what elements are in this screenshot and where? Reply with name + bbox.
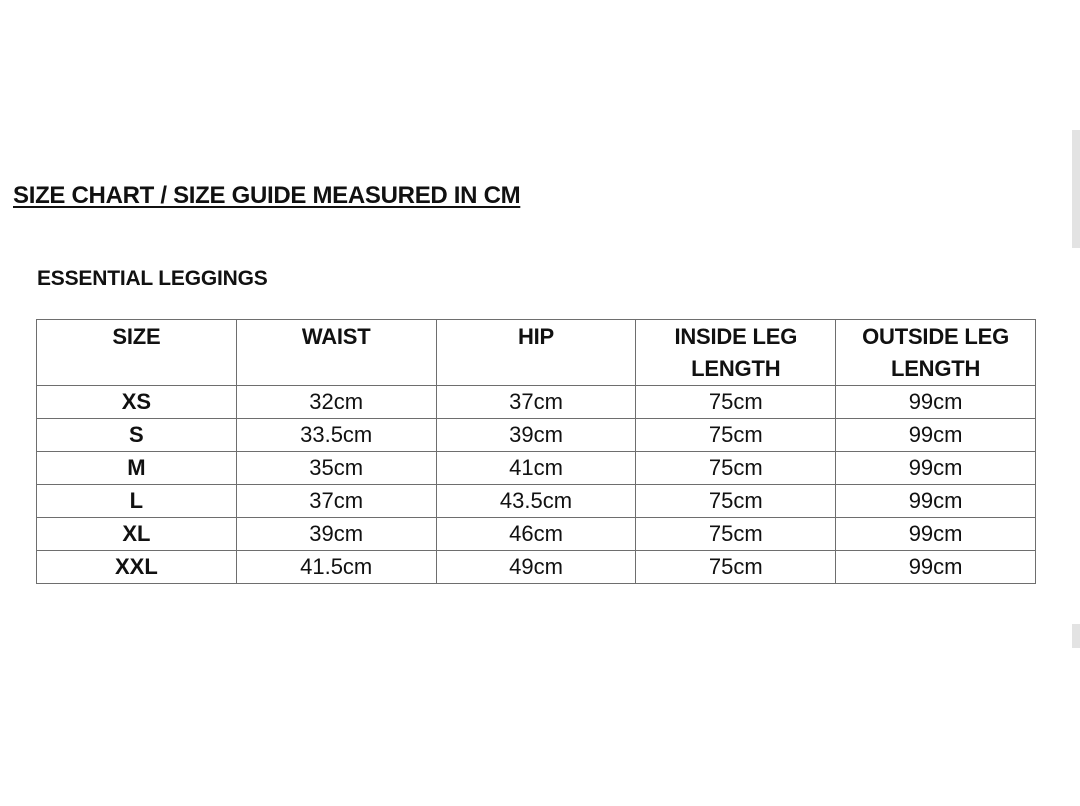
hip-cell: 46cm	[436, 518, 636, 551]
outside-leg-cell: 99cm	[836, 551, 1036, 584]
size-cell: XS	[37, 386, 237, 419]
hip-cell: 49cm	[436, 551, 636, 584]
scrollbar-track-bottom	[1072, 624, 1080, 648]
waist-cell: 41.5cm	[236, 551, 436, 584]
outside-leg-cell: 99cm	[836, 485, 1036, 518]
page-title: SIZE CHART / SIZE GUIDE MEASURED IN CM	[13, 182, 521, 209]
outside-leg-cell: 99cm	[836, 518, 1036, 551]
column-header-size: SIZE	[37, 320, 237, 386]
product-name: ESSENTIAL LEGGINGS	[37, 267, 268, 290]
size-cell: L	[37, 485, 237, 518]
table-row	[37, 485, 1036, 518]
size-cell: S	[37, 419, 237, 452]
table-header-row	[37, 320, 1036, 386]
outside-leg-cell: 99cm	[836, 452, 1036, 485]
column-header-outside-leg: OUTSIDE LEG LENGTH	[836, 320, 1036, 386]
inside-leg-cell: 75cm	[636, 386, 836, 419]
size-cell: XL	[37, 518, 237, 551]
scrollbar-track-top	[1072, 130, 1080, 248]
hip-cell: 41cm	[436, 452, 636, 485]
hip-cell: 43.5cm	[436, 485, 636, 518]
table-row	[37, 551, 1036, 584]
inside-leg-cell: 75cm	[636, 551, 836, 584]
outside-leg-cell: 99cm	[836, 419, 1036, 452]
table-row	[37, 386, 1036, 419]
size-cell: XXL	[37, 551, 237, 584]
table-row	[37, 452, 1036, 485]
column-header-waist: WAIST	[236, 320, 436, 386]
waist-cell: 33.5cm	[236, 419, 436, 452]
waist-cell: 32cm	[236, 386, 436, 419]
size-chart-table	[36, 319, 1036, 584]
inside-leg-cell: 75cm	[636, 485, 836, 518]
hip-cell: 37cm	[436, 386, 636, 419]
inside-leg-cell: 75cm	[636, 518, 836, 551]
column-header-inside-leg: INSIDE LEG LENGTH	[636, 320, 836, 386]
table-row	[37, 518, 1036, 551]
inside-leg-cell: 75cm	[636, 452, 836, 485]
waist-cell: 39cm	[236, 518, 436, 551]
waist-cell: 37cm	[236, 485, 436, 518]
outside-leg-cell: 99cm	[836, 386, 1036, 419]
table-row	[37, 419, 1036, 452]
hip-cell: 39cm	[436, 419, 636, 452]
column-header-hip: HIP	[436, 320, 636, 386]
size-cell: M	[37, 452, 237, 485]
inside-leg-cell: 75cm	[636, 419, 836, 452]
waist-cell: 35cm	[236, 452, 436, 485]
